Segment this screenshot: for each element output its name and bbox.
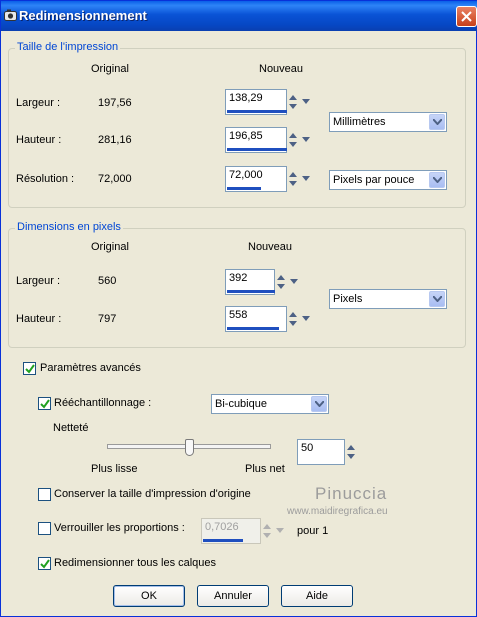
sharpness-value[interactable]: 50 (301, 442, 314, 454)
advanced-label[interactable]: Paramètres avancés (40, 362, 141, 374)
lock-ratio-checkbox[interactable] (38, 522, 51, 535)
resolution-bar (227, 187, 261, 190)
spin-arrows-icon[interactable] (275, 272, 299, 292)
print-width-original: 197,56 (98, 97, 132, 109)
pixel-width-original: 560 (98, 275, 117, 287)
resolution-value[interactable]: 72,000 (229, 169, 263, 181)
print-size-legend: Taille de l'impression (17, 41, 119, 53)
print-unit-value: Millimètres (333, 116, 386, 128)
watermark-name: Pinuccia (315, 484, 388, 503)
print-height-value[interactable]: 196,85 (229, 130, 263, 142)
pixel-new-header: Nouveau (248, 241, 293, 253)
print-unit-select[interactable] (329, 112, 447, 132)
print-height-original: 281,16 (98, 134, 132, 146)
chevron-down-icon[interactable] (429, 172, 445, 188)
resample-label[interactable]: Rééchantillonnage : (54, 397, 152, 409)
sharpness-min-label: Plus lisse (91, 463, 138, 475)
pixel-width-value[interactable]: 392 (229, 272, 248, 284)
resample-method-select[interactable] (211, 394, 329, 414)
spin-arrows-icon[interactable] (287, 309, 311, 329)
window-title: Redimensionnement (19, 8, 147, 23)
print-new-header: Nouveau (259, 63, 304, 75)
pixel-height-original: 797 (98, 313, 117, 325)
spin-arrows-icon[interactable] (287, 130, 311, 150)
print-width-stepper[interactable] (225, 89, 311, 117)
pixel-width-label: Largeur : (16, 275, 61, 287)
pixel-dims-legend: Dimensions en pixels (17, 221, 121, 233)
resolution-label: Résolution : (16, 173, 75, 185)
resize-all-layers-checkbox[interactable] (38, 557, 51, 570)
chevron-down-icon[interactable] (429, 114, 445, 130)
chevron-down-icon[interactable] (429, 291, 445, 307)
pixel-height-stepper[interactable] (225, 306, 311, 334)
resolution-unit-select[interactable] (329, 170, 447, 190)
ok-button[interactable]: OK (113, 585, 185, 607)
pixel-unit-value: Pixels (333, 293, 363, 305)
title-bar[interactable] (1, 1, 477, 31)
pixel-width-stepper[interactable] (225, 269, 311, 297)
lock-ratio-value: 0,7026 (205, 521, 239, 533)
help-button[interactable]: Aide (281, 585, 353, 607)
cancel-button[interactable]: Annuler (197, 585, 269, 607)
resolution-unit-value: Pixels par pouce (333, 174, 415, 186)
sharpness-slider-thumb[interactable] (185, 439, 194, 456)
spin-arrows-icon[interactable] (287, 92, 311, 112)
spin-arrows-icon (261, 521, 285, 541)
sharpness-label: Netteté (53, 422, 89, 434)
sharpness-stepper[interactable] (297, 439, 383, 467)
resample-method-value: Bi-cubique (215, 398, 267, 410)
spin-arrows-icon[interactable] (287, 169, 311, 189)
print-width-value[interactable]: 138,29 (229, 92, 263, 104)
sharpness-max-label: Plus net (245, 463, 285, 475)
spin-arrows-icon[interactable] (345, 442, 357, 462)
chevron-down-icon[interactable] (311, 396, 327, 412)
print-original-header: Original (91, 63, 129, 75)
print-height-label: Hauteur : (16, 134, 62, 146)
print-width-bar (227, 110, 287, 113)
advanced-checkbox[interactable] (23, 362, 36, 375)
resize-all-layers-label[interactable]: Redimensionner tous les calques (54, 557, 217, 569)
close-button[interactable] (456, 6, 477, 27)
print-width-label: Largeur : (16, 97, 61, 109)
pixel-original-header: Original (91, 241, 129, 253)
resolution-original: 72,000 (98, 173, 132, 185)
checkmark-icon (40, 399, 50, 409)
print-height-stepper[interactable] (225, 127, 311, 155)
resample-checkbox[interactable] (38, 397, 51, 410)
keep-print-size-label[interactable]: Conserver la taille d'impression d'origine (54, 488, 251, 500)
watermark-url: www.maidiregrafica.eu (287, 506, 388, 517)
lock-ratio-suffix: pour 1 (297, 525, 329, 537)
print-height-bar (227, 148, 287, 151)
lock-ratio-stepper (201, 518, 287, 546)
lock-ratio-label[interactable]: Verrouiller les proportions : (54, 522, 185, 534)
app-icon (4, 9, 17, 22)
keep-print-size-checkbox[interactable] (38, 488, 51, 501)
lock-ratio-bar (203, 539, 243, 542)
pixel-width-bar (227, 290, 275, 293)
pixel-height-value[interactable]: 558 (229, 309, 248, 321)
close-icon (461, 11, 472, 22)
resolution-stepper[interactable] (225, 166, 311, 194)
pixel-unit-select[interactable] (329, 289, 447, 309)
pixel-height-bar (227, 327, 279, 330)
checkmark-icon (25, 364, 35, 374)
checkmark-icon (40, 559, 50, 569)
pixel-height-label: Hauteur : (16, 313, 62, 325)
